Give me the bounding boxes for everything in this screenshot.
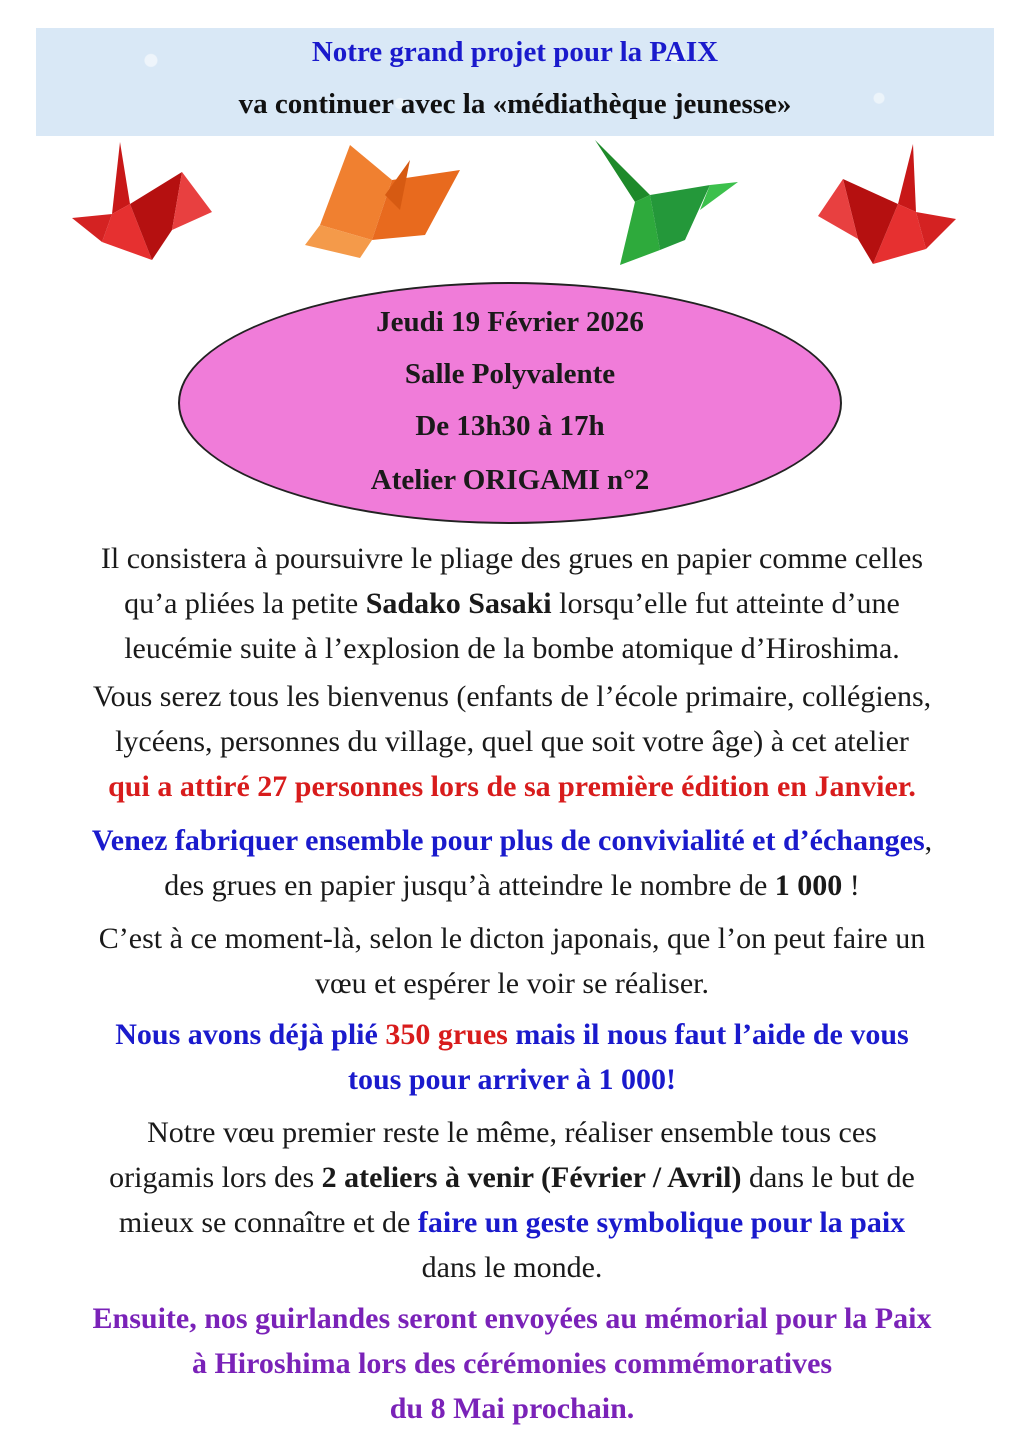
header-banner (36, 28, 994, 136)
event-time: De 13h30 à 17h (415, 410, 605, 442)
event-details-oval (178, 282, 842, 524)
upcoming-workshops: 2 ateliers à venir (Février / Avril) (321, 1161, 742, 1194)
cranes-count: 350 grues (385, 1018, 508, 1051)
paragraph-proverb: C’est à ce moment-là, selon le dicton japonais, que l’on peut faire un vœu et espérer le voir se réaliser. (98, 922, 926, 1000)
origami-crane-red-icon (72, 142, 222, 262)
paragraph-intro: Il consistera à poursuivre le pliage des grues en papier comme celles qu’a pliées la petite Sadako Sasaki lorsqu’elle fut atteinte d’une leucémie suite à l’explosion de la bombe atomique d’Hiroshima. (100, 542, 924, 665)
origami-crane-green-icon (590, 140, 740, 265)
event-place: Salle Polyvalente (404, 358, 616, 390)
peace-gesture: faire un geste symbolique pour la paix (417, 1206, 906, 1239)
paragraph-welcome: Vous serez tous les bienvenus (enfants de l’école primaire, collégiens, lycéens, personnes du village, quel que soit votre âge) à cet atelier qui a attiré 27 personnes lors de sa première édition en Janvier. (28, 674, 996, 809)
sadako-name: Sadako Sasaki (365, 587, 552, 620)
paragraph-closing: Ensuite, nos guirlandes seront envoyées au mémorial pour la Paix à Hiroshima lors des cérémonies commémoratives du 8 Mai prochain. (92, 1302, 932, 1425)
event-date: Jeudi 19 Février 2026 (376, 306, 644, 338)
origami-crane-red-icon (818, 144, 958, 269)
banner-title: Notre grand projet pour la PAIX (311, 36, 719, 68)
paragraph-invitation: Venez fabriquer ensemble pour plus de convivialité et d’échanges, des grues en papier jusqu’à atteindre le nombre de 1 000 ! (91, 824, 933, 902)
origami-crane-orange-icon (300, 140, 470, 260)
goal-number: 1 000 (774, 869, 843, 902)
event-title: Atelier ORIGAMI n°2 (370, 464, 650, 496)
attendance-highlight: qui a attiré 27 personnes lors de sa première édition en Janvier. (108, 770, 916, 803)
banner-subtitle: va continuer avec la «médiathèque jeunesse» (238, 88, 792, 120)
paragraph-wish: Notre vœu premier reste le même, réaliser ensemble tous ces origamis lors des 2 ateliers à venir (Février / Avril) dans le but de mieux se connaître et de faire un geste symbolique pour la paix dans le monde. (109, 1116, 915, 1284)
paragraph-progress: Nous avons déjà plié 350 grues mais il nous faut l’aide de vous tous pour arriver à 1 000! (115, 1018, 909, 1096)
